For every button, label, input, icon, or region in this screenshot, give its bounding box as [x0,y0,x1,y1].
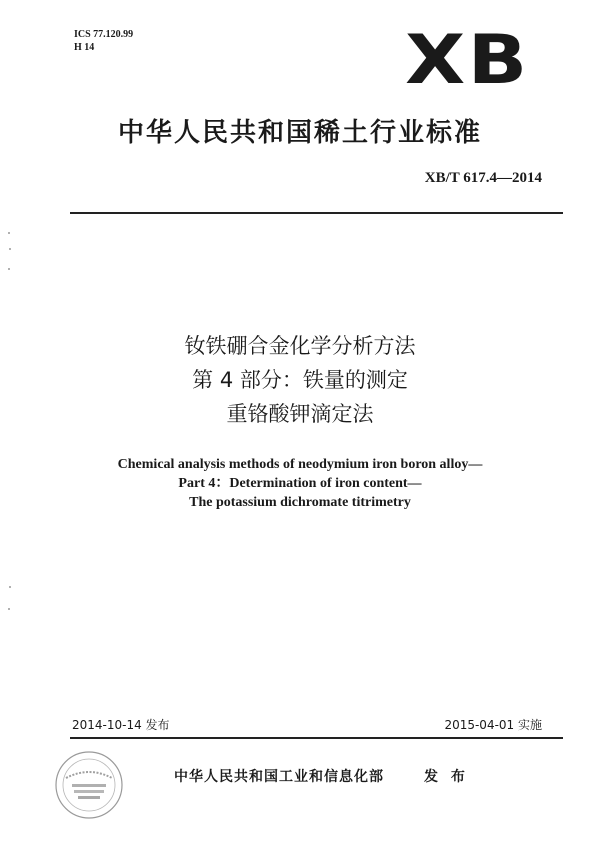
title-en-line-2: Part 4：Determination of iron content— [178,476,422,491]
scan-speck [8,232,10,234]
title-en-line-3: The potassium dichromate titrimetry [189,495,411,510]
xb-logo: XB [405,21,530,100]
title-cn-line-1: 钕铁硼合金化学分析方法 [184,334,416,358]
issuing-authority: 中华人民共和国工业和信息化部 [174,769,384,785]
classification-codes [74,28,133,54]
footer-divider [70,737,563,739]
scan-speck [8,268,10,270]
scan-speck [8,608,10,610]
ics-code: ICS 77.120.99 [74,29,134,40]
title-cn-line-2: 第 4 部分：铁量的测定 [192,368,408,392]
title-cn-line-3: 重铬酸钾滴定法 [226,402,374,426]
header-divider [70,212,563,214]
standard-number: XB/T 617.4—2014 [424,170,542,186]
title-en-line-1: Chemical analysis methods of neodymium iron boron alloy— [117,457,483,472]
scan-speck [9,586,11,588]
scan-speck [9,248,11,250]
implementation-date: 2015-04-01 实施 [444,718,542,732]
issue-date: 2014-10-14 发布 [72,718,170,732]
issue-verb: 发 布 [424,769,469,785]
organization-title: 中华人民共和国稀土行业标准 [117,118,482,148]
seal-stamp [52,748,126,822]
category-code: H 14 [74,42,95,53]
